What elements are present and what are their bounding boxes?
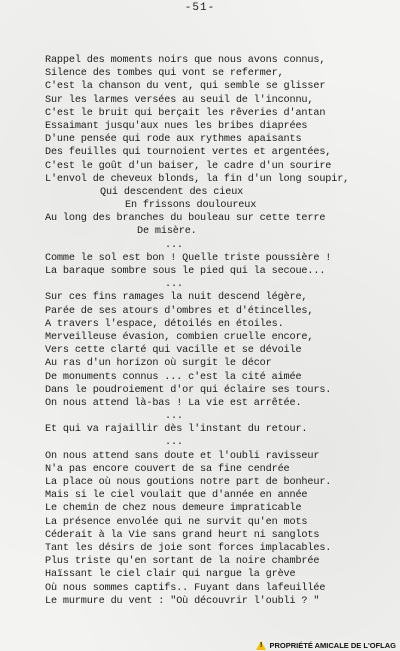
ownership-stamp <box>256 641 396 650</box>
poem-line: On nous attend là-bas ! La vie est arrêtée. <box>45 397 302 409</box>
poem-line: D'une pensée qui rode aux rythmes apaisants <box>45 134 302 146</box>
poem-line: N'a pas encore couvert de sa fine cendrée <box>45 463 290 475</box>
poem-line: Sur les larmes versées au seuil de l'inconnu, <box>45 94 314 106</box>
poem-line: Au ras d'un horizon où surgit le décor <box>45 358 272 370</box>
poem-line: Des feuilles qui tournoient vertes et argentées, <box>45 147 332 159</box>
poem-line: C'est le bruit qui berçait les rêveries d'antan <box>45 107 326 119</box>
poem-line: La baraque sombre sous le pied qui la secoue... <box>45 266 326 277</box>
poem-line: Silence des tombes qui vont se refermer, <box>45 68 284 80</box>
poem-line: Parée de ses atours d'ombres et d'étincelles, <box>45 305 314 317</box>
poem-line: Le murmure du vent : "Où découvrir l'oubli ? " <box>45 595 320 607</box>
poem-line: Comme le sol est bon ! Quelle triste poussière ! <box>45 252 332 264</box>
poem-line: En frissons douloureux <box>125 200 257 212</box>
warning-icon <box>256 641 266 650</box>
stanza-separator: ... <box>165 437 183 449</box>
stanza-separator: ... <box>165 279 183 291</box>
poem-line: Tant les désirs de joie sont forces implacables. <box>45 542 332 554</box>
poem-line: Plus triste qu'en sortant de la noire chambrée <box>45 556 320 568</box>
poem-line: Vers cette clarté qui vacille et se dévoile <box>45 345 302 357</box>
poem-line: La présence envolée qui ne survit qu'en mots <box>45 516 308 528</box>
poem-line: Mais si le ciel voulait que d'année en année <box>45 490 308 502</box>
poem-line: Haïssant le ciel clair qui nargue la grève <box>45 569 296 581</box>
stanza-separator: ... <box>165 239 183 251</box>
poem-line: C'est le goût d'un baiser, le cadre d'un sourire <box>45 160 332 172</box>
poem-line: L'envol de cheveux blonds, la fin d'un long soupir, <box>45 173 350 185</box>
stanza-separator: ... <box>165 411 183 423</box>
poem-line: C'est la chanson du vent, qui semble se glisser <box>45 81 326 93</box>
poem-line: On nous attend sans doute et l'oubli ravisseur <box>45 450 320 462</box>
poem-line: Essaimant jusqu'aux nues les bribes diaprées <box>45 120 308 132</box>
poem-text <box>45 54 390 608</box>
poem-line: A travers l'espace, détoilés en étoiles. <box>45 318 284 330</box>
poem-line: De monuments connus ... c'est la cité aimée <box>45 371 302 383</box>
ownership-label: PROPRIÉTÉ AMICALE DE L'OFLAG <box>269 641 396 650</box>
poem-line: Où nous sommes captifs.. Fuyant dans lafeuillée <box>45 582 326 594</box>
poem-line: La place où nous goutions notre part de bonheur. <box>45 477 332 488</box>
poem-line: Céderait à la Vie sans grand heurt ni sanglots <box>45 529 320 541</box>
poem-line: Merveilleuse évasion, combien cruelle encore, <box>45 331 314 343</box>
poem-line: Le chemin de chez nous demeure impraticable <box>45 503 302 515</box>
poem-line: Au long des branches du bouleau sur cette terre <box>45 213 326 225</box>
poem-line: De misère. <box>137 226 197 238</box>
poem-line: Rappel des moments noirs que nous avons connus, <box>45 55 326 66</box>
poem-line: Et qui va rajaillir dès l'instant du retour. <box>45 424 308 436</box>
poem-line: Dans le poudroiement d'or qui éclaire ses tours. <box>45 384 332 396</box>
poem-line: Qui descendent des cieux <box>100 186 244 198</box>
poem-line: Sur ces fins ramages la nuit descend légère, <box>45 292 308 304</box>
page-number: -51- <box>184 2 216 14</box>
